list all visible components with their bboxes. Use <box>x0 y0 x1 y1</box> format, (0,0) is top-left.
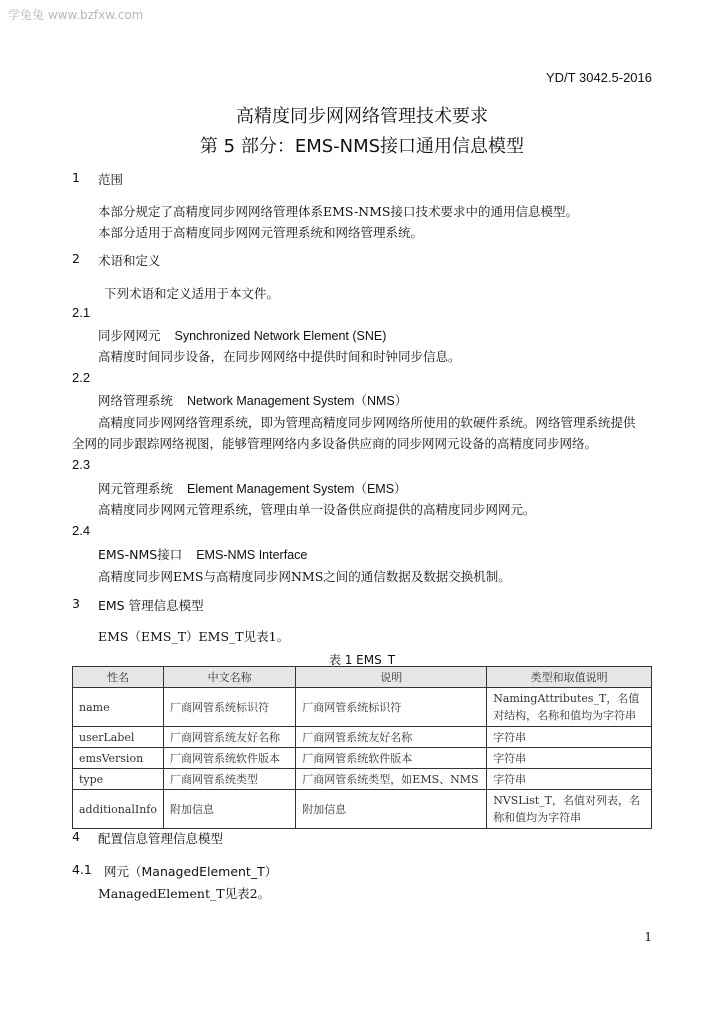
table-cell: 附加信息 <box>296 790 487 829</box>
watermark: 学兔兔 www.bzfxw.com <box>8 8 144 22</box>
table-cell: 厂商网管系统标识符 <box>164 688 296 727</box>
standard-number: YD/T 3042.5-2016 <box>546 70 652 85</box>
column-header: 中文名称 <box>164 667 296 688</box>
section-4-heading: 配置信息管理信息模型 <box>98 831 224 846</box>
table-cell: 附加信息 <box>164 790 296 829</box>
section-2-paragraph: 下列术语和定义适用于本文件。 <box>104 286 280 301</box>
term-definition: 高精度同步网网络管理系统，即为管理高精度同步网网络所使用的软硬件系统。网络管理系统提供 <box>98 415 636 430</box>
section-1-paragraph-2: 本部分适用于高精度同步网网元管理系统和网络管理系统。 <box>98 225 424 240</box>
section-2-number: 2 <box>72 251 80 266</box>
section-4-1-heading: 网元（ManagedElement_T） <box>104 864 278 879</box>
table-cell: name <box>73 688 164 727</box>
term-number: 2.1 <box>72 305 91 320</box>
table-cell: 字符串 <box>487 748 652 769</box>
table-cell: emsVersion <box>73 748 164 769</box>
term-english: Network Management System（NMS） <box>187 394 408 408</box>
table-cell: NamingAttributes_T，名值对结构，名称和值均为字符串 <box>487 688 652 727</box>
term-number: 2.2 <box>72 370 91 385</box>
term-number: 2.4 <box>72 523 91 538</box>
section-3-heading: EMS 管理信息模型 <box>98 598 204 613</box>
table-cell: 厂商网管系统友好名称 <box>296 727 487 748</box>
column-header: 性名 <box>73 667 164 688</box>
term-definition-continued: 全网的同步跟踪网络视图，能够管理网络内多设备供应商的同步网网元设备的高精度同步网络。 <box>72 436 598 451</box>
table-row <box>73 748 652 769</box>
table-row <box>73 688 652 727</box>
column-header: 说明 <box>296 667 487 688</box>
table-caption: 表 1 EMS_T <box>328 653 396 667</box>
table-cell: 厂商网管系统软件版本 <box>164 748 296 769</box>
table-cell: type <box>73 769 164 790</box>
table-cell: additionalInfo <box>73 790 164 829</box>
table-cell: NVSList_T，名值对列表，名称和值均为字符串 <box>487 790 652 829</box>
term-chinese: EMS-NMS接口 <box>98 547 183 562</box>
section-4-number: 4 <box>72 829 80 844</box>
section-2-heading: 术语和定义 <box>98 253 161 268</box>
section-4-1-number: 4.1 <box>72 862 92 877</box>
table-cell: 厂商网管系统类型 <box>164 769 296 790</box>
table-row <box>73 769 652 790</box>
page-number: 1 <box>644 930 652 944</box>
table-cell: 厂商网管系统类型，如EMS、NMS <box>296 769 487 790</box>
section-3-number: 3 <box>72 596 80 611</box>
term-heading <box>98 326 386 344</box>
table-cell: 厂商网管系统友好名称 <box>164 727 296 748</box>
term-english: Element Management System（EMS） <box>187 482 407 496</box>
section-1-paragraph-1: 本部分规定了高精度同步网网络管理体系EMS-NMS接口技术要求中的通用信息模型。 <box>98 204 578 219</box>
term-heading <box>98 545 307 563</box>
table-row <box>73 727 652 748</box>
document-title: 高精度同步网网络管理技术要求 <box>236 106 488 127</box>
section-3-paragraph: EMS（EMS_T）EMS_T见表1。 <box>98 629 290 644</box>
term-definition: 高精度同步网网元管理系统，管理由单一设备供应商提供的高精度同步网网元。 <box>98 502 536 517</box>
column-header: 类型和取值说明 <box>487 667 652 688</box>
ems-table <box>72 666 652 829</box>
term-definition: 高精度同步网EMS与高精度同步网NMS之间的通信数据及数据交换机制。 <box>98 569 511 584</box>
section-4-1-paragraph: ManagedElement_T见表2。 <box>98 886 271 901</box>
table-cell: 厂商网管系统标识符 <box>296 688 487 727</box>
term-heading <box>98 391 407 409</box>
term-english: Synchronized Network Element (SNE) <box>174 329 387 343</box>
section-1-heading: 范围 <box>98 172 124 187</box>
term-chinese: 网络管理系统 <box>98 393 174 408</box>
term-definition: 高精度时间同步设备，在同步网网络中提供时间和时钟同步信息。 <box>98 349 461 364</box>
term-chinese: 网元管理系统 <box>98 481 174 496</box>
term-number: 2.3 <box>72 457 91 472</box>
table-cell: 字符串 <box>487 727 652 748</box>
table-cell: userLabel <box>73 727 164 748</box>
table-cell: 字符串 <box>487 769 652 790</box>
table-header-row <box>73 667 652 688</box>
term-heading <box>98 479 407 497</box>
term-chinese: 同步网网元 <box>98 328 161 343</box>
section-1-number: 1 <box>72 170 80 185</box>
table-row <box>73 790 652 829</box>
document-subtitle: 第 5 部分：EMS-NMS接口通用信息模型 <box>199 136 525 157</box>
term-english: EMS-NMS Interface <box>196 548 308 562</box>
table-cell: 厂商网管系统软件版本 <box>296 748 487 769</box>
